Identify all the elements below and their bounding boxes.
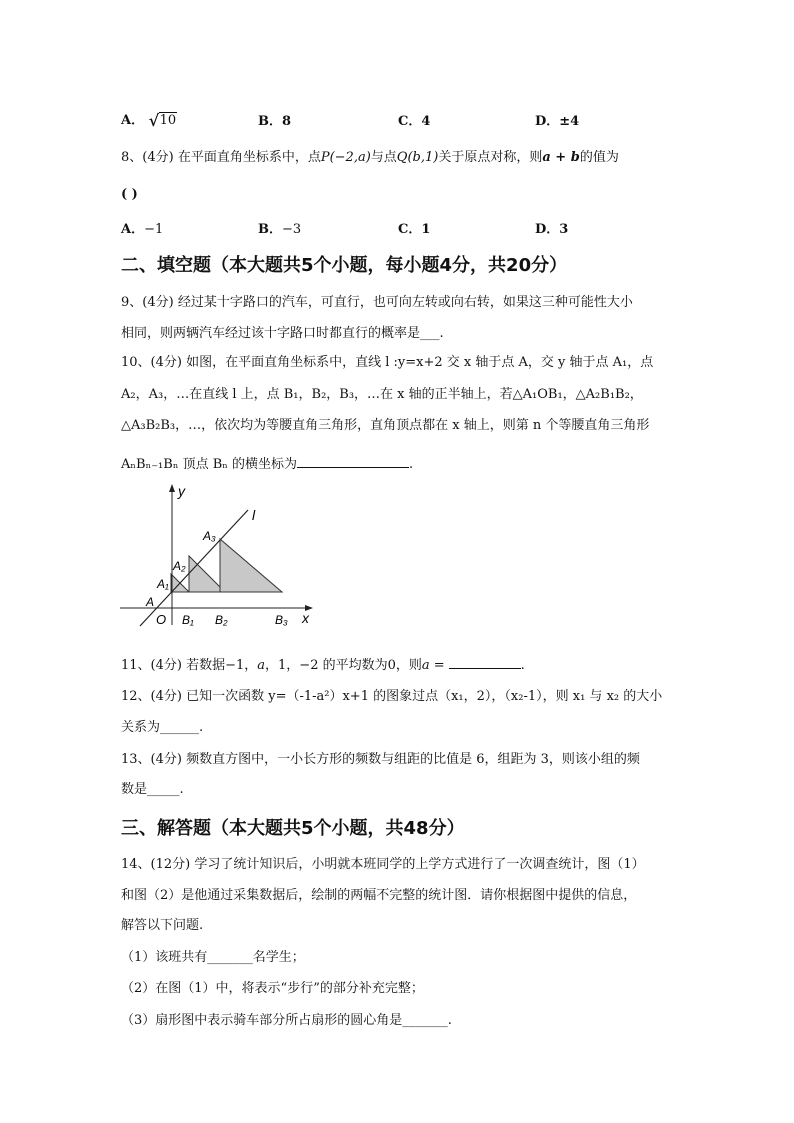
q7-option-c (398, 110, 430, 129)
q10-line-4 (121, 453, 413, 474)
label-a2: A₂ (173, 559, 186, 573)
q14-line-2: 和图（2）是他通过采集数据后，绘制的两幅不完整的统计图．请你根据图中提供的信息， (121, 888, 637, 903)
label-b2: B₂ (215, 613, 228, 627)
label-a3: A₃ (203, 529, 216, 543)
triangle-a3-b2-b3 (220, 539, 282, 592)
option-label: A． (121, 113, 145, 128)
q8-text: 与点 (370, 150, 397, 165)
label-y: y (178, 483, 185, 499)
q10-line-2: A₂，A₃，…在直线 l 上，点 B₁，B₂，B₃，…在 x 轴的正半轴上，若△A₁OB₁，△A₂B₁B₂， (121, 387, 643, 402)
q11-period: . (520, 658, 525, 673)
q12-line-2: 关系为______. (121, 720, 204, 735)
coordinate-figure (116, 480, 326, 630)
q11-text: ，1，−2 的平均数为0，则 (265, 658, 422, 673)
point-p: P(−2,a) (320, 150, 371, 165)
option-value: −3 (282, 222, 302, 237)
q10-period: . (409, 457, 414, 472)
equation: a = (421, 658, 445, 673)
q13-line-1: 13、(4分) 频数直方图中，一小长方形的频数与组距的比值是 6，组距为 3，则该小组的频 (121, 752, 640, 767)
q11-text: 11、(4分) 若数据−1， (121, 658, 258, 673)
q9-line-1: 9、(4分) 经过某十字路口的汽车，可直行，也可向左转或向右转，如果这三种可能性大小 (121, 295, 633, 310)
q12-line-1: 12、(4分) 已知一次函数 y=（-1-a²）x+1 的图象过点（x₁，2），（x₂-1），则 x₁ 与 x₂ 的大小 (121, 689, 663, 704)
q10-text: AₙBₙ₋₁Bₙ 顶点 Bₙ 的横坐标为 (121, 457, 298, 472)
point-q: Q(b,1) (396, 150, 439, 165)
q7-option-b (258, 110, 291, 129)
answer-paren: ( ) (121, 187, 138, 202)
option-value: ±4 (559, 114, 580, 129)
q8-option-c (398, 218, 430, 237)
option-label: D． (535, 222, 560, 237)
option-label: C． (398, 114, 422, 129)
option-value: 1 (421, 222, 431, 237)
q14-line-3: 解答以下问题. (121, 918, 204, 933)
label-a: A (146, 595, 155, 609)
label-x: x (302, 610, 309, 626)
q11-stem (121, 654, 525, 675)
label-b1: B₁ (182, 613, 194, 627)
sqrt-expression: √ 10 (148, 111, 177, 130)
answer-blank[interactable] (449, 654, 521, 669)
q10-line-3: △A₃B₂B₃，…，依次均为等腰直角三角形，直角顶点都在 x 轴上，则第 n 个等腰直角三角形 (121, 418, 650, 433)
section-heading-solutions: 三、解答题（本大题共5个小题，共48分） (121, 818, 465, 839)
option-value: 4 (421, 114, 431, 129)
q14-subquestion-1: （1）该班共有_______名学生； (121, 950, 305, 965)
label-a1: A₁ (157, 577, 169, 591)
option-label: B． (258, 222, 282, 237)
label-o: O (156, 612, 167, 627)
option-label: A． (121, 222, 145, 237)
variable-a: a (257, 658, 266, 673)
q7-option-a (121, 109, 177, 128)
option-value: −1 (144, 222, 164, 237)
q13-line-2: 数是_____. (121, 782, 184, 797)
q8-option-d (535, 218, 568, 237)
q8-option-b (258, 218, 301, 237)
label-b3: B₃ (275, 613, 288, 627)
q8-text: 在平面直角坐标系中，点 (177, 150, 321, 165)
q8-text: 的值为 (579, 150, 619, 165)
expression: a + b (542, 150, 580, 165)
q8-stem (121, 149, 619, 167)
answer-blank[interactable] (297, 453, 409, 468)
q9-line-2: 相同，则两辆汽车经过该十字路口时都直行的概率是___. (121, 326, 444, 341)
q14-line-1: 14、(12分) 学习了统计知识后，小明就本班同学的上学方式进行了一次调查统计，图（1） (121, 857, 645, 872)
sqrt-radicand: 10 (159, 113, 177, 128)
y-axis-arrow-icon (169, 484, 175, 492)
q14-subquestion-3: （3）扇形图中表示骑车部分所占扇形的圆心角是_______. (121, 1013, 452, 1028)
option-value: 3 (559, 222, 569, 237)
q8-text: 关于原点对称，则 (438, 150, 543, 165)
q14-subquestion-2: （2）在图（1）中，将表示“步行”的部分补充完整； (121, 981, 424, 996)
option-label: D． (535, 114, 560, 129)
option-label: C． (398, 222, 422, 237)
label-l: l (252, 507, 256, 523)
q8-option-a (121, 218, 163, 237)
option-label: B． (258, 114, 282, 129)
section-heading-fill-in: 二、填空题（本大题共5个小题，每小题4分，共20分） (121, 255, 568, 276)
q10-line-1: 10、(4分) 如图，在平面直角坐标系中，直线 l :y=x+2 交 x 轴于点 A，交 y 轴于点 A₁，点 (121, 355, 654, 370)
question-number: 8、(4分) (121, 150, 174, 165)
q7-option-d (535, 110, 579, 129)
option-value: 8 (282, 114, 292, 129)
